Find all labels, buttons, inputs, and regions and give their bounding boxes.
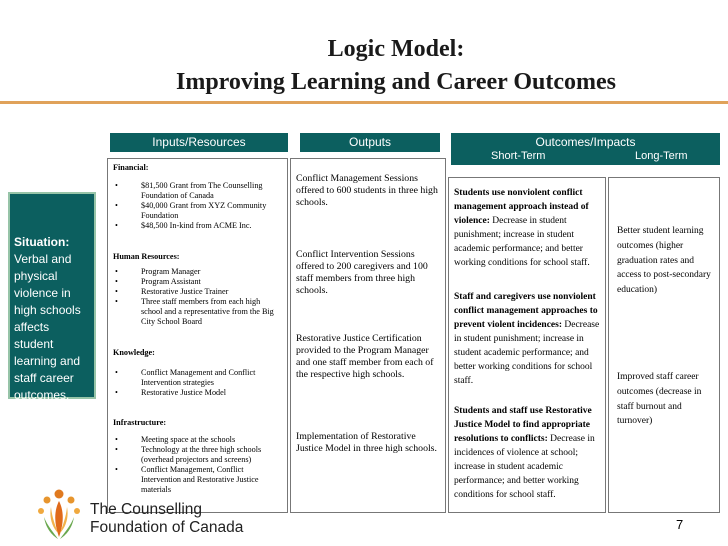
list-item: • Three staff members from each high school and a representative from the Big City School Board	[113, 297, 281, 327]
long-term-outcome: Better student learning outcomes (higher graduation rates and access to post-secondary education)	[617, 226, 711, 296]
list-item: • Program Assistant	[113, 277, 281, 287]
outcome-bold: Staff and caregivers use nonviolent conflict management approaches to prevent violent incidences:	[454, 292, 598, 330]
outcome-text: Decrease in incidences of violence at school; increase in student academic performance; and better working conditions for school staff.	[454, 434, 595, 500]
list-item: • Meeting space at the schools	[113, 435, 281, 445]
output-item: Implementation of Restorative Justice Model in three high schools.	[296, 431, 437, 454]
list-item: • Program Manager	[113, 267, 281, 277]
list-item: • Restorative Justice Trainer	[113, 287, 281, 297]
long-term-column	[608, 177, 720, 513]
output-item: Conflict Intervention Sessions offered to 200 caregivers and 100 staff members from three high schools.	[296, 249, 428, 296]
page-title-line2: Improving Learning and Career Outcomes	[175, 69, 616, 95]
outputs-column	[290, 158, 446, 513]
foundation-logo-text	[90, 501, 243, 537]
org-name-line2: Foundation of Canada	[90, 519, 244, 536]
outcome-bold: Students use nonviolent conflict management approach instead of violence:	[454, 188, 589, 226]
outcome-bold: Students and staff use Restorative Justice Model to find appropriate resolutions to conflicts:	[454, 406, 592, 444]
list-item: • $81,500 Grant from The Counselling Foundation of Canada	[113, 181, 281, 201]
financial-heading: Financial:	[113, 163, 149, 172]
header-long-term: Long-Term	[635, 150, 688, 162]
header-outcomes-label: Outcomes/Impacts	[535, 135, 636, 149]
list-item: • Conflict Management and Conflict Intervention strategies	[113, 368, 281, 388]
short-term-column	[448, 177, 606, 513]
list-item: • $48,500 In-kind from ACME Inc.	[113, 221, 281, 231]
page-title-line1: Logic Model:	[327, 36, 465, 62]
situation-label: Situation:	[14, 235, 70, 249]
header-outcomes-impacts	[451, 133, 720, 165]
human-resources-list	[113, 267, 281, 327]
outcome-text: Decrease in student punishment; increase in student academic performance; and better working conditions for school staff.	[454, 216, 590, 268]
list-item: • Restorative Justice Model	[113, 388, 281, 398]
short-term-outcome	[454, 290, 604, 388]
human-resources-heading: Human Resources:	[113, 252, 180, 261]
title-divider	[0, 101, 728, 104]
list-item: • Conflict Management, Conflict Intervention and Restorative Justice materials	[113, 465, 281, 495]
short-term-outcome	[454, 404, 604, 502]
short-term-outcome	[454, 186, 604, 270]
list-item: • $40,000 Grant from XYZ Community Foundation	[113, 201, 281, 221]
outcome-text: Decrease in student punishment; increase in student academic performance; and better working conditions for school staff.	[454, 320, 600, 386]
foundation-logo-icon	[36, 487, 82, 541]
situation-box	[8, 192, 96, 402]
header-short-term: Short-Term	[491, 150, 546, 162]
output-item: Conflict Management Sessions offered to 600 students in three high schools.	[296, 173, 438, 208]
page-number: 7	[676, 517, 684, 532]
output-item: Restorative Justice Certification provided to the Program Manager and one staff member from each of the respective high schools.	[296, 333, 434, 380]
long-term-outcome: Improved staff career outcomes (decrease in staff burnout and turnover)	[617, 372, 702, 427]
header-inputs-resources: Inputs/Resources	[110, 133, 288, 152]
list-item: • Technology at the three high schools (overhead projectors and screens)	[113, 445, 281, 465]
knowledge-list	[113, 368, 281, 398]
financial-list	[113, 181, 281, 231]
inputs-column	[107, 158, 288, 513]
infrastructure-list	[113, 435, 281, 495]
org-name-line1: The Counselling	[90, 501, 203, 518]
situation-text: Verbal and physical violence in high schools affects student learning and staff career outcomes.	[14, 252, 81, 402]
infrastructure-heading: Infrastructure:	[113, 418, 167, 427]
knowledge-heading: Knowledge:	[113, 348, 155, 357]
header-outputs: Outputs	[300, 133, 440, 152]
